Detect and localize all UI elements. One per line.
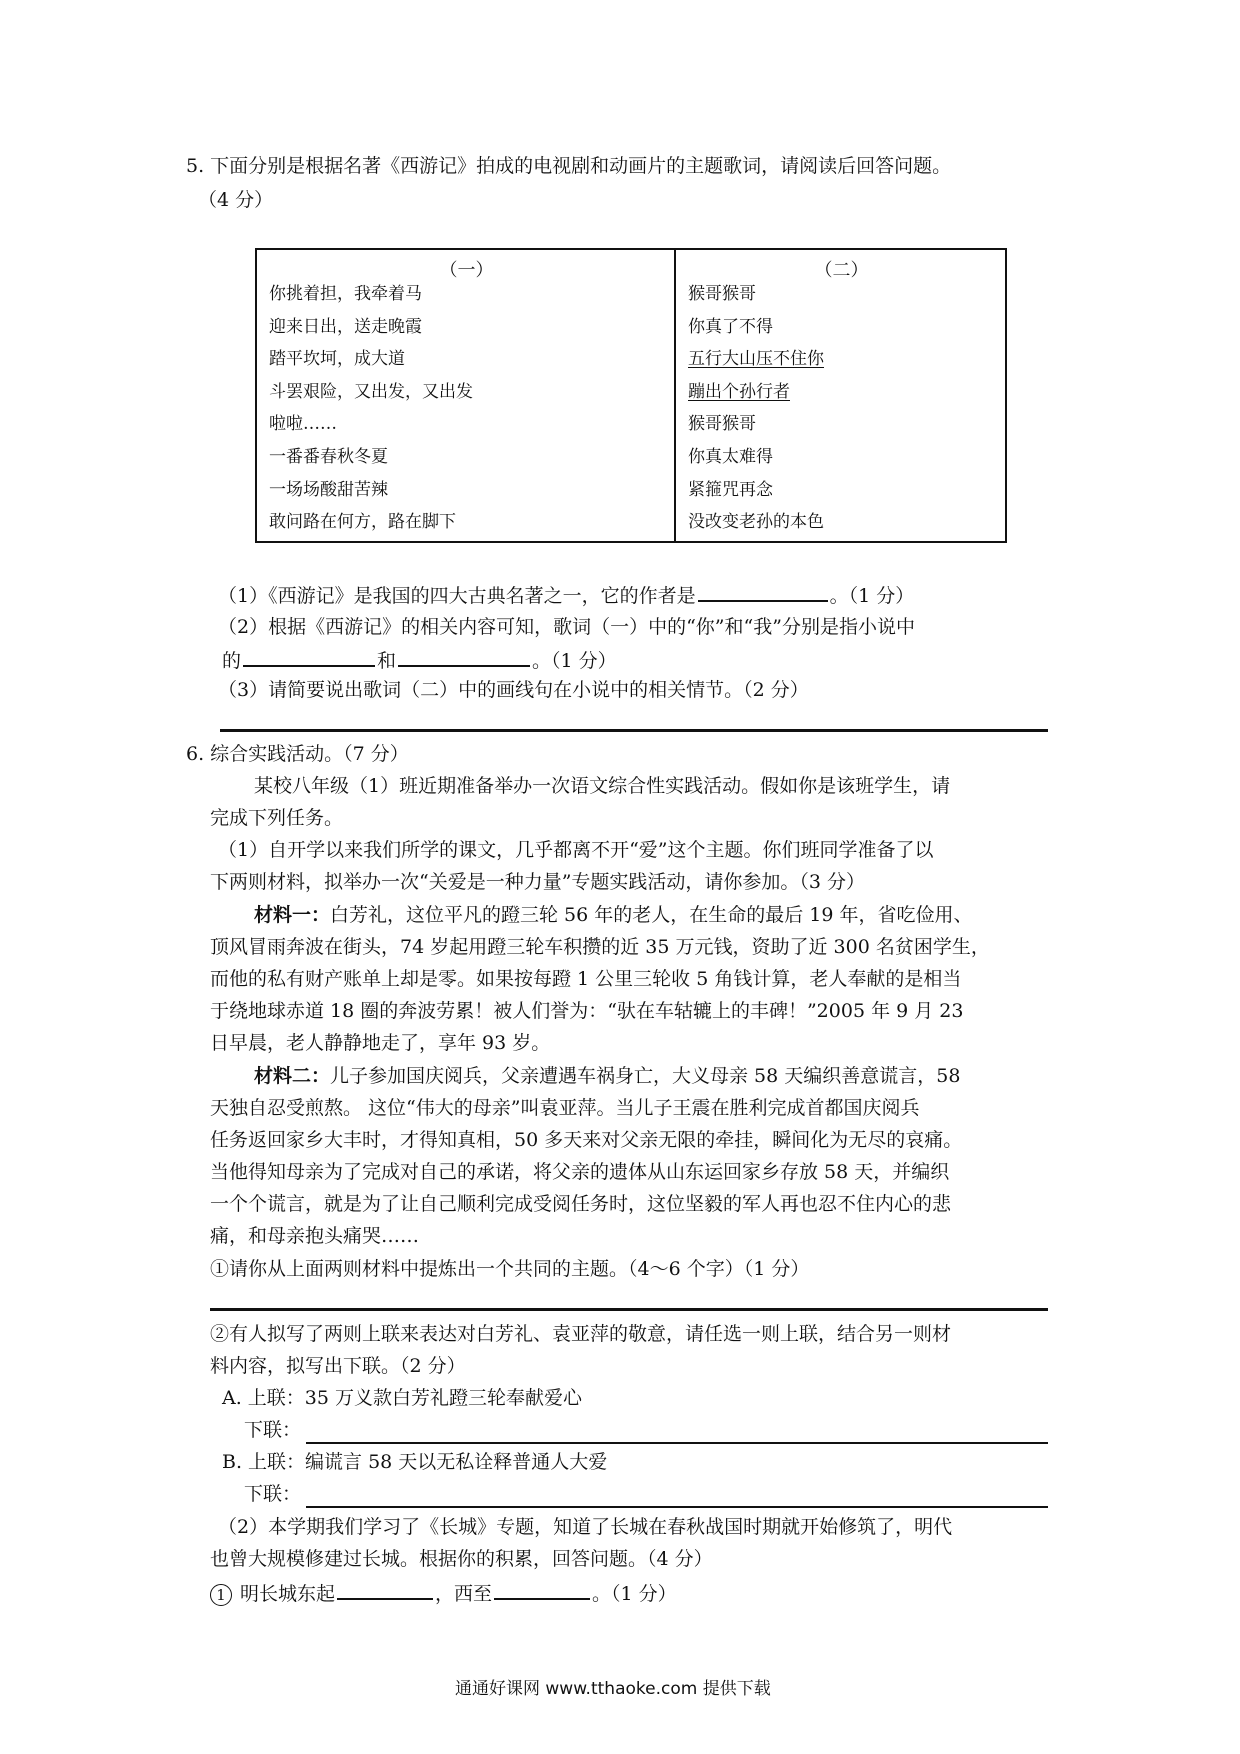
lyrics-table bbox=[255, 248, 1007, 543]
lyric-line: 猴哥猴哥 bbox=[688, 284, 756, 304]
couplet-a-lower-label: 下联： bbox=[244, 1419, 302, 1441]
circled-number-icon: 1 bbox=[210, 1584, 232, 1606]
q5-sub2-score: 。（1 分） bbox=[532, 650, 617, 672]
q5-score: （4 分） bbox=[198, 189, 274, 211]
q5-sub1-score: 。（1 分） bbox=[829, 585, 915, 607]
q5-sub2-and: 和 bbox=[377, 650, 397, 672]
couplet-a-upper: A. 上联：35 万义款白芳礼蹬三轮奉献爱心 bbox=[222, 1387, 583, 1409]
q6-sub2-line1: ②有人拟写了两则上联来表达对白芳礼、袁亚萍的敬意，请任选一则上联，结合另一则材 bbox=[210, 1323, 952, 1345]
material-two-line6: 痛，和母亲抱头痛哭…… bbox=[210, 1225, 420, 1247]
q5-sub1 bbox=[218, 582, 914, 608]
great-wall-text-a: 明长城东起 bbox=[240, 1583, 336, 1605]
couplet-b-answer-line[interactable] bbox=[306, 1506, 1048, 1508]
underlined-lyric-line: 五行大山压不住你 bbox=[688, 349, 824, 370]
you-blank[interactable] bbox=[243, 647, 375, 667]
lyric-line: 一番番春秋冬夏 bbox=[269, 446, 388, 467]
q6-title: 6. 综合实践活动。（7 分） bbox=[186, 743, 409, 765]
q6-part2-line2: 也曾大规模修建过长城。根据你的积累，回答问题。（4 分） bbox=[210, 1548, 713, 1570]
lyric-line: 敢问路在何方，路在脚下 bbox=[269, 512, 456, 533]
lyric-line: 迎来日出，送走晚霞 bbox=[269, 316, 422, 337]
lyric-line: 一场场酸甜苦辣 bbox=[269, 479, 388, 500]
underlined-lyric-line: 蹦出个孙行者 bbox=[688, 381, 790, 402]
couplet-a-answer-line[interactable] bbox=[306, 1442, 1048, 1444]
material-one-label: 材料一： bbox=[254, 904, 331, 926]
q6-sub2-line2: 料内容，拟写出下联。（2 分） bbox=[210, 1355, 466, 1377]
material-one-line2: 顶风冒雨奔波在街头，74 岁起用蹬三轮车积攒的近 35 万元钱，资助了近 300 名贫困学生， bbox=[210, 936, 990, 958]
material-one-line4: 于绕地球赤道 18 圈的奔波劳累！被人们誉为：“驮在车轱辘上的丰碑！”2005 年 9 月 23 bbox=[210, 1000, 964, 1022]
q6-part1-line2: 下两则材料，拟举办一次“关爱是一种力量”专题实践活动，请你参加。（3 分） bbox=[210, 871, 866, 893]
material-two-line2: 天独自忍受煎熬。 这位“伟大的母亲”叫袁亚萍。当儿子王震在胜利完成首都国庆阅兵 bbox=[210, 1097, 920, 1119]
material-two-line5: 一个个谎言，就是为了让自己顺利完成受阅任务时，这位坚毅的军人再也忍不住内心的悲 bbox=[210, 1193, 952, 1215]
east-start-blank[interactable] bbox=[337, 1580, 433, 1600]
lyric-line: 啦啦…… bbox=[269, 414, 337, 435]
author-blank[interactable] bbox=[698, 582, 828, 602]
lyric-line: 踏平坎坷，成大道 bbox=[269, 349, 405, 370]
lyric-line: 你挑着担，我牵着马 bbox=[269, 284, 422, 304]
column-two-heading: （二） bbox=[814, 260, 869, 281]
material-two-line1 bbox=[254, 1064, 960, 1088]
material-one-line3: 而他的私有财产账单上却是零。如果按每蹬 1 公里三轮收 5 角钱计算，老人奉献的是相当 bbox=[210, 968, 962, 990]
q5-sub2-de: 的 bbox=[222, 650, 242, 672]
q6-sub1: ①请你从上面两则材料中提炼出一个共同的主题。（4～6 个字）（1 分） bbox=[210, 1258, 810, 1280]
theme-answer-line[interactable] bbox=[210, 1308, 1048, 1311]
lyrics-column-one bbox=[256, 249, 675, 542]
footer-watermark: 通通好课网 www.tthaoke.com 提供下载 bbox=[455, 1679, 771, 1699]
q6-part2-line1: （2）本学期我们学习了《长城》专题，知道了长城在春秋战国时期就开始修筑了，明代 bbox=[218, 1516, 953, 1538]
great-wall-text-b: ，西至 bbox=[435, 1583, 493, 1605]
material-one-line5: 日早晨，老人静静地走了，享年 93 岁。 bbox=[210, 1032, 551, 1054]
q6-part1-line1: （1）自开学以来我们所学的课文，几乎都离不开“爱”这个主题。你们班同学准备了以 bbox=[218, 839, 934, 861]
great-wall-text-c: 。（1 分） bbox=[592, 1583, 677, 1605]
q6-intro-line1: 某校八年级（1）班近期准备举办一次语文综合性实践活动。假如你是该班学生，请 bbox=[254, 775, 951, 797]
material-one-line1 bbox=[254, 903, 973, 927]
lyric-line: 斗罢艰险，又出发，又出发 bbox=[269, 381, 473, 402]
couplet-b-lower-label: 下联： bbox=[244, 1483, 302, 1505]
q5-sub2-cont bbox=[222, 647, 617, 673]
lyric-line: 猴哥猴哥 bbox=[688, 414, 756, 435]
column-one-heading: （一） bbox=[439, 260, 494, 281]
couplet-b-upper: B. 上联：编谎言 58 天以无私诠释普通人大爱 bbox=[222, 1451, 608, 1473]
west-end-blank[interactable] bbox=[494, 1580, 590, 1600]
material-one-text: 白芳礼，这位平凡的蹬三轮 56 年的老人，在生命的最后 19 年，省吃俭用、 bbox=[330, 904, 973, 926]
answer-line[interactable] bbox=[220, 729, 1048, 732]
q5-title: 5. 下面分别是根据名著《西游记》拍成的电视剧和动画片的主题歌词，请阅读后回答问题。 bbox=[186, 155, 952, 177]
great-wall-question bbox=[210, 1580, 677, 1606]
lyric-line: 没改变老孙的本色 bbox=[688, 512, 824, 533]
lyric-line: 你真了不得 bbox=[688, 316, 773, 337]
me-blank[interactable] bbox=[398, 647, 530, 667]
material-two-text: 儿子参加国庆阅兵，父亲遭遇车祸身亡，大义母亲 58 天编织善意谎言，58 bbox=[330, 1065, 961, 1087]
lyric-line: 你真太难得 bbox=[688, 446, 773, 467]
lyric-line: 紧箍咒再念 bbox=[688, 479, 773, 500]
q6-intro-line2: 完成下列任务。 bbox=[210, 807, 344, 829]
material-two-line3: 任务返回家乡大丰时，才得知真相，50 多天来对父亲无限的牵挂，瞬间化为无尽的哀痛。 bbox=[210, 1129, 963, 1151]
material-two-line4: 当他得知母亲为了完成对自己的承诺，将父亲的遗体从山东运回家乡存放 58 天，并编织 bbox=[210, 1161, 950, 1183]
lyrics-column-two bbox=[675, 249, 1006, 542]
material-two-label: 材料二： bbox=[254, 1065, 331, 1087]
q5-sub1-text: （1）《西游记》是我国的四大古典名著之一，它的作者是 bbox=[218, 585, 696, 607]
q5-sub2: （2）根据《西游记》的相关内容可知，歌词（一）中的“你”和“我”分别是指小说中 bbox=[218, 616, 915, 638]
q5-sub3: （3）请简要说出歌词（二）中的画线句在小说中的相关情节。（2 分） bbox=[218, 679, 809, 701]
